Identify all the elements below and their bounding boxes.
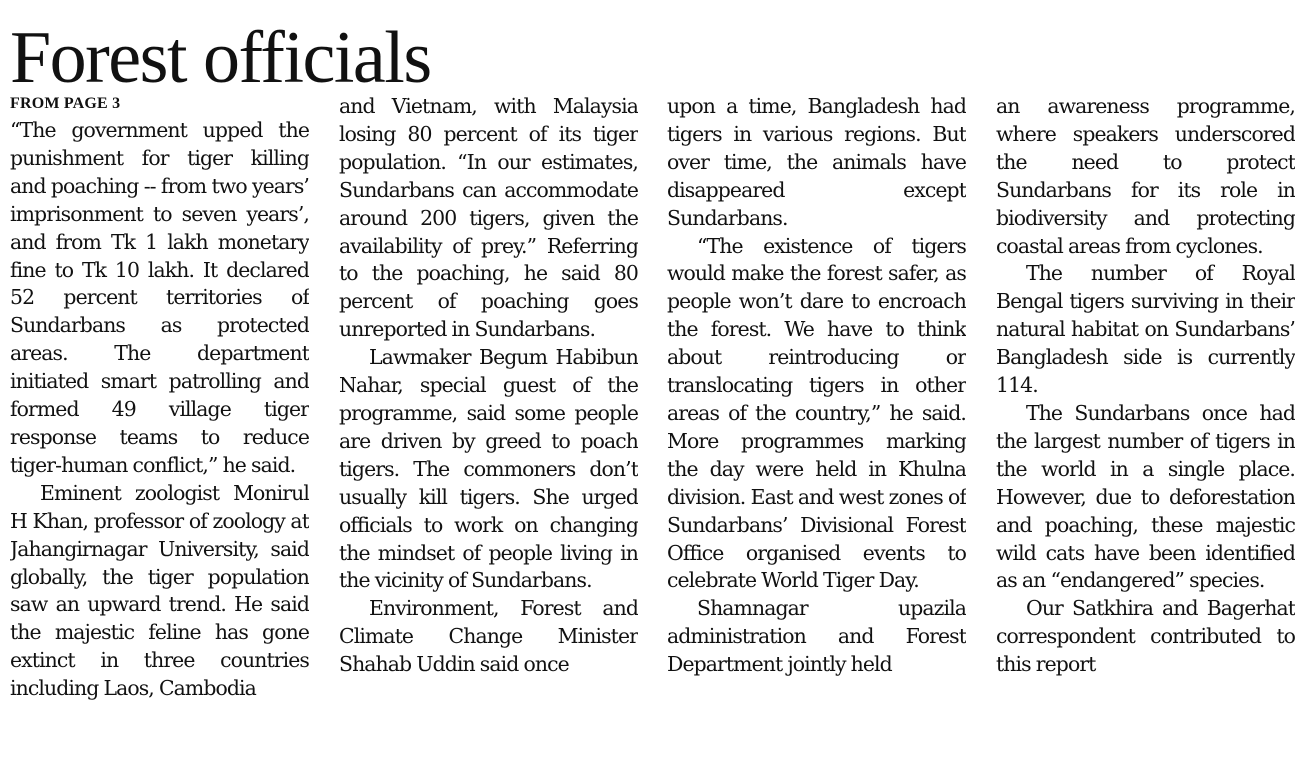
column-2-paragraph-2: Lawmaker Begum Habibun Nahar, special guest of the programme, said some people are driven by greed to poach tigers. The commoners don’t usually kill tigers. She urged officials to work on changing the mindset of people living in the vicinity of Sundarbans. xyxy=(339,345,638,593)
article-column-4 xyxy=(996,93,1295,761)
column-4-paragraph-1: an awareness programme, where speakers underscored the need to protect Sundarbans for its role in biodiversity and protecting coastal areas from cyclones. xyxy=(996,94,1295,258)
column-3-paragraph-1: upon a time, Bangladesh had tigers in various regions. But over time, the animals have disappeared except Sundarbans. xyxy=(667,94,966,230)
column-4-paragraph-3: The Sundarbans once had the largest number of tigers in the world in a single place. However, due to deforestation and poaching, these majestic wild cats have been identified as an “endangered” species. xyxy=(996,400,1295,593)
column-1-paragraph-2: Eminent zoologist Monirul H Khan, professor of zoology at Jahangirnagar University, said globally, the tiger population saw an upward trend. He said the majestic feline has gone extinct in three countries including Laos, Cambodia xyxy=(10,480,309,701)
continuation-kicker: FROM PAGE 3 xyxy=(10,95,121,112)
article-column-1 xyxy=(10,117,309,757)
column-4-paragraph-2: The number of Royal Bengal tigers surviving in their natural habitat on Sundarbans’ Bangladesh side is currently 114. xyxy=(996,261,1295,398)
article-headline: Forest officials xyxy=(10,17,431,99)
column-2-paragraph-3: Environment, Forest and Climate Change Minister Shahab Uddin said once xyxy=(339,596,638,677)
column-1-paragraph-1: “The government upped the punishment for tiger killing and poaching -- from two years’ imprisonment to seven years’, and from Tk 1 lakh monetary fine to Tk 10 lakh. It declared 52 percent territories of Sundarbans as protected areas. The department initiated smart patrolling and formed 49 village tiger response teams to reduce tiger-human conflict,” he said. xyxy=(10,118,309,477)
article-column-2 xyxy=(339,93,638,761)
column-3-paragraph-2: “The existence of tigers would make the forest safer, as people won’t dare to encroach the forest. We have to think about reintroducing or translocating tigers in other areas of the country,” he said. More programmes marking the day were held in Khulna division. East and west zones of Sundarbans’ Divisional Forest Office organised events to celebrate World Tiger Day. xyxy=(667,233,966,593)
column-4-paragraph-4: Our Satkhira and Bagerhat correspondent contributed to this report xyxy=(996,596,1295,677)
column-2-paragraph-1: and Vietnam, with Malaysia losing 80 percent of its tiger population. “In our estimates, Sundarbans can accommodate around 200 tigers, given the availability of prey.” Referring to the poaching, he said 80 percent of poaching goes unreported in Sundarbans. xyxy=(339,94,638,342)
column-3-paragraph-3: Shamnagar upazila administration and Forest Department jointly held xyxy=(667,596,966,677)
article-column-3 xyxy=(667,93,966,761)
